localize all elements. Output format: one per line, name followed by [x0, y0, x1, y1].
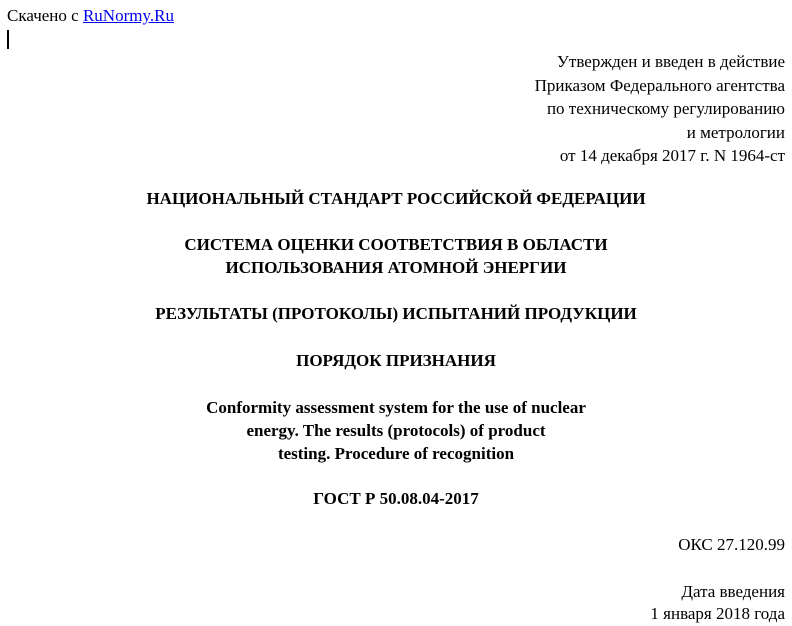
results-title: РЕЗУЛЬТАТЫ (ПРОТОКОЛЫ) ИСПЫТАНИЙ ПРОДУКЦИИ: [155, 304, 637, 323]
download-source-line: [7, 5, 174, 27]
english-title: [0, 396, 792, 465]
approval-block: [535, 50, 785, 168]
approval-line: по техническому регулированию: [546, 99, 785, 118]
english-title-line: Conformity assessment system for the use of nuclear: [206, 398, 586, 417]
english-title-line: testing. Procedure of recognition: [277, 444, 515, 463]
approval-line: и метрологии: [686, 122, 785, 142]
approval-line: Утвержден и введен в действие: [556, 52, 785, 71]
approval-line: от 14 декабря 2017 г. N 1964-ст: [559, 146, 785, 165]
procedure-title: ПОРЯДОК ПРИЗНАНИЯ: [296, 351, 496, 370]
english-title-line: energy. The results (protocols) of product: [246, 421, 546, 440]
runormy-link[interactable]: RuNormy.Ru: [82, 6, 174, 25]
gost-number: ГОСТ Р 50.08.04-2017: [313, 489, 479, 508]
intro-date-value: 1 января 2018 года: [650, 604, 785, 623]
intro-date-label: Дата введения: [681, 582, 785, 601]
national-standard-title: НАЦИОНАЛЬНЫЙ СТАНДАРТ РОССИЙСКОЙ ФЕДЕРАЦИИ: [146, 189, 646, 208]
system-title-line: ИСПОЛЬЗОВАНИЯ АТОМНОЙ ЭНЕРГИИ: [225, 258, 567, 277]
download-prefix: Скачено с: [7, 6, 79, 25]
approval-line: Приказом Федерального агентства: [534, 75, 785, 95]
oks-code: ОКС 27.120.99: [678, 535, 785, 554]
system-title: [0, 233, 792, 279]
text-cursor: [7, 30, 9, 49]
system-title-line: СИСТЕМА ОЦЕНКИ СООТВЕТСТВИЯ В ОБЛАСТИ: [184, 235, 608, 254]
